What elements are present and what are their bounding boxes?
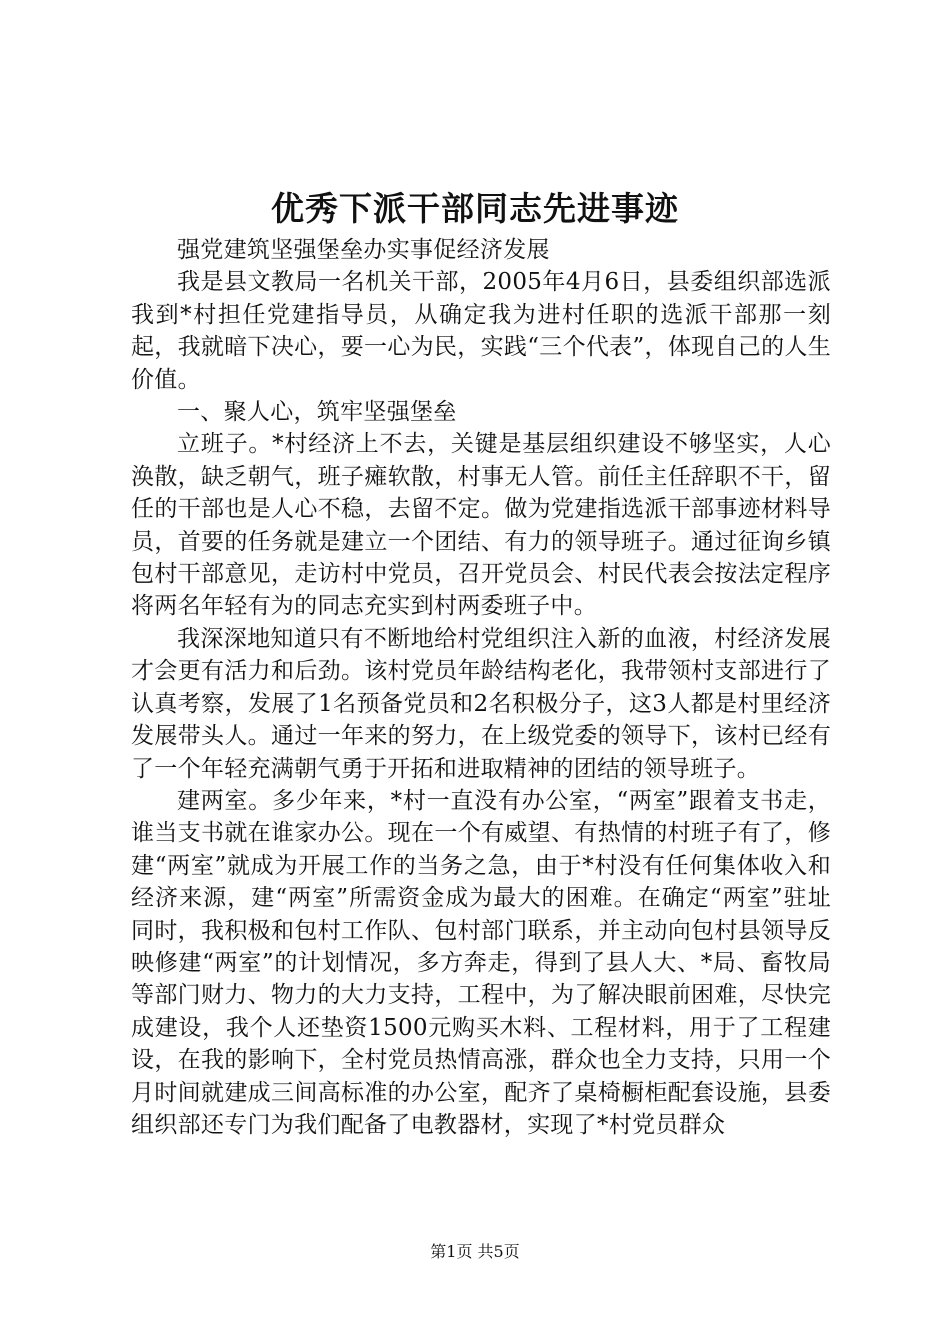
page-footer	[0, 1240, 950, 1264]
page-indicator: 第1页 共5页	[430, 1242, 520, 1261]
document-title: 优秀下派干部同志先进事迹	[271, 189, 679, 228]
subtitle-paragraph: 强党建筑坚强堡垒办实事促经济发展	[177, 237, 550, 263]
body-paragraph: 我深深地知道只有不断地给村党组织注入新的血液，村经济发展才会更有活力和后劲。该村党员年龄结构老化，我带领村支部进行了认真考察，发展了1名预备党员和2名积极分子，这3人都是村里经济发展带头人。通过一年来的努力，在上级党委的领导下，该村已经有了一个年轻充满朝气勇于开拓和进取精神的团结的领导班子。	[131, 625, 831, 782]
intro-paragraph: 我是县文教局一名机关干部，2005年4月6日，县委组织部选派我到*村担任党建指导员，从确定我为进村任职的选派干部那一刻起，我就暗下决心，要一心为民，实践“三个代表”，体现自己的人生价值。	[131, 269, 831, 393]
body-paragraph: 建两室。多少年来，*村一直没有办公室，“两室”跟着支书走，谁当支书就在谁家办公。现在一个有威望、有热情的村班子有了，修建“两室”就成为开展工作的当务之急，由于*村没有任何集体收入和经济来源，建“两室”所需资金成为最大的困难。在确定“两室”驻址同时，我积极和包村工作队、包村部门联系，并主动向包村县领导反映修建“两室”的计划情况，多方奔走，得到了县人大、*局、畜牧局等部门财力、物力的大力支持，工程中，为了解决眼前困难，尽快完成建设，我个人还垫资1500元购买木料、工程材料，用于了工程建设，在我的影响下，全村党员热情高涨，群众也全力支持，只用一个月时间就建成三间高标准的办公室，配齐了桌椅橱柜配套设施，县委组织部还专门为我们配备了电教器材，实现了*村党员群众	[131, 787, 831, 1138]
document-body	[131, 234, 831, 1141]
section-heading: 一、聚人心，筑牢坚强堡垒	[177, 399, 457, 426]
body-paragraph: 立班子。*村经济上不去，关键是基层组织建设不够坚实，人心涣散，缺乏朝气，班子瘫软散，村事无人管。前任主任辞职不干，留任的干部也是人心不稳，去留不定。做为党建指选派干部事迹材料导员，首要的任务就是建立一个团结、有力的领导班子。通过征询乡镇包村干部意见，走访村中党员，召开党员会、村民代表会按法定程序将两名年轻有为的同志充实到村两委班子中。	[131, 431, 831, 620]
